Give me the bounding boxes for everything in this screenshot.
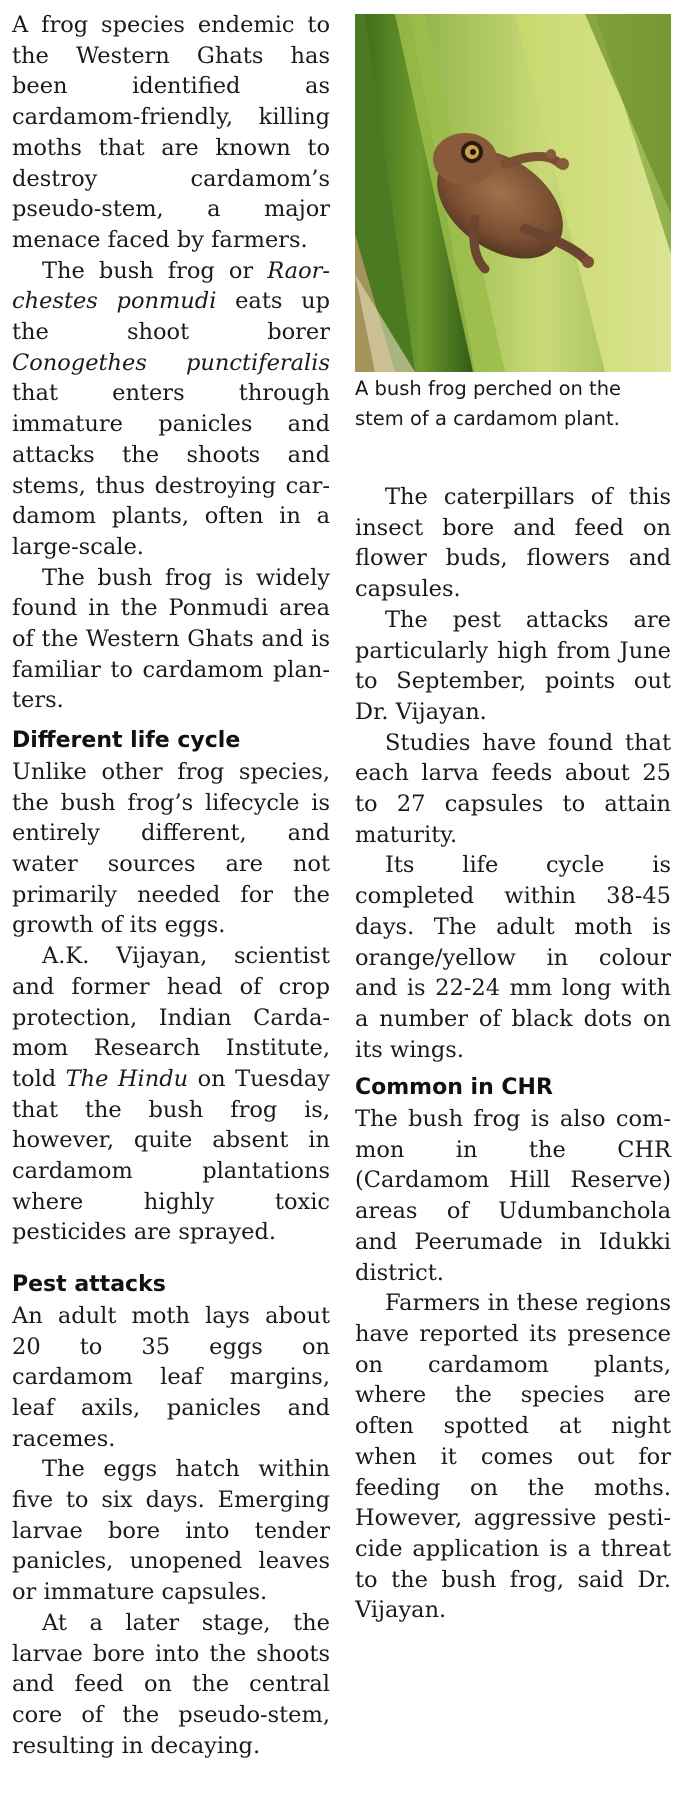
- section-heading-lifecycle: Different life cycle: [12, 728, 241, 754]
- caterpillar-paragraph: The caterpillars of this insect bore and feed on flower buds, flowers and capsules.: [355, 484, 671, 603]
- bush-frog-photo: [355, 14, 671, 372]
- scientist-paragraph: [12, 941, 330, 1248]
- hatch-paragraph: The eggs hatch within five to six days. Emerging larvae bore into tender panicles, unopened leaves or immature capsules.: [12, 1456, 330, 1606]
- species-text-a: The bush frog or: [42, 257, 268, 284]
- lifecycle-paragraph: Unlike other frog species, the bush frog’s lifecycle is entirely different, and water sources are not primarily needed for the growth of its eggs.: [12, 758, 330, 939]
- species-name: Raorchestes ponmudi: [12, 257, 330, 315]
- species-text-b: eats up the shoot borer: [12, 288, 330, 346]
- larvae-paragraph: At a later stage, the larvae bore into the shoots and feed on the central core of the pseudo-stem, resulting in decaying.: [12, 1609, 330, 1759]
- season-paragraph: The pest attacks are particularly high from June to September, points out Dr. Vijayan.: [355, 606, 671, 725]
- left-column: [12, 10, 330, 1761]
- photo-caption: A bush frog perched on the stem of a cardamom plant.: [355, 377, 622, 430]
- section-heading-chr: Common in CHR: [355, 1075, 553, 1101]
- newspaper-name: The Hindu: [65, 1065, 189, 1092]
- studies-paragraph: Studies have found that each larva feeds about 25 to 27 capsules to attain maturity.: [355, 729, 671, 848]
- species-paragraph: [12, 256, 330, 563]
- eggs-paragraph: An adult moth lays about 20 to 35 eggs on cardamom leaf margins, leaf axils, panicles and racemes.: [12, 1302, 330, 1452]
- scientist-text-b: on Tuesday that the bush frog is, however, quite absent in cardamom plantations where highly toxic pesticides are sprayed.: [12, 1065, 330, 1246]
- lifecycle-days-paragraph: Its life cycle is completed within 38-45 days. The adult moth is orange/yellow in colour and is 22-24 mm long with a number of black dots on its wings.: [355, 852, 671, 1063]
- scientist-text-a: A.K. Vijayan, scientist and former head of crop protection, Indian Cardamom Research Institute, told: [12, 943, 330, 1092]
- species-text-c: that enters through immature panicles and attacks the shoots and stems, thus destroying cardamom plants, often in a large-scale.: [12, 380, 330, 560]
- chr-paragraph: The bush frog is also common in the CHR (Cardamom Hill Reserve) areas of Udumbanchola and Peerumade in Idukki district.: [355, 1106, 671, 1286]
- habitat-paragraph: The bush frog is widely found in the Ponmudi area of the Western Ghats and is familiar to cardamom planters.: [12, 564, 330, 714]
- farmers-paragraph: Farmers in these regions have reported its presence on cardamom plants, where the species are often spotted at night when it comes out for feeding on the moths. However, aggressive pesticide application is a threat to the bush frog, said Dr. Vijayan.: [355, 1290, 671, 1624]
- right-column: [355, 482, 671, 1626]
- intro-paragraph: A frog species endemic to the Western Ghats has been identified as cardamom-friendly, killing moths that are known to destroy cardamom’s pseudo-stem, a major menace faced by farmers.: [12, 12, 330, 253]
- section-heading-pest: Pest attacks: [12, 1272, 166, 1298]
- pest-name: Conogethes punctiferalis: [12, 349, 330, 376]
